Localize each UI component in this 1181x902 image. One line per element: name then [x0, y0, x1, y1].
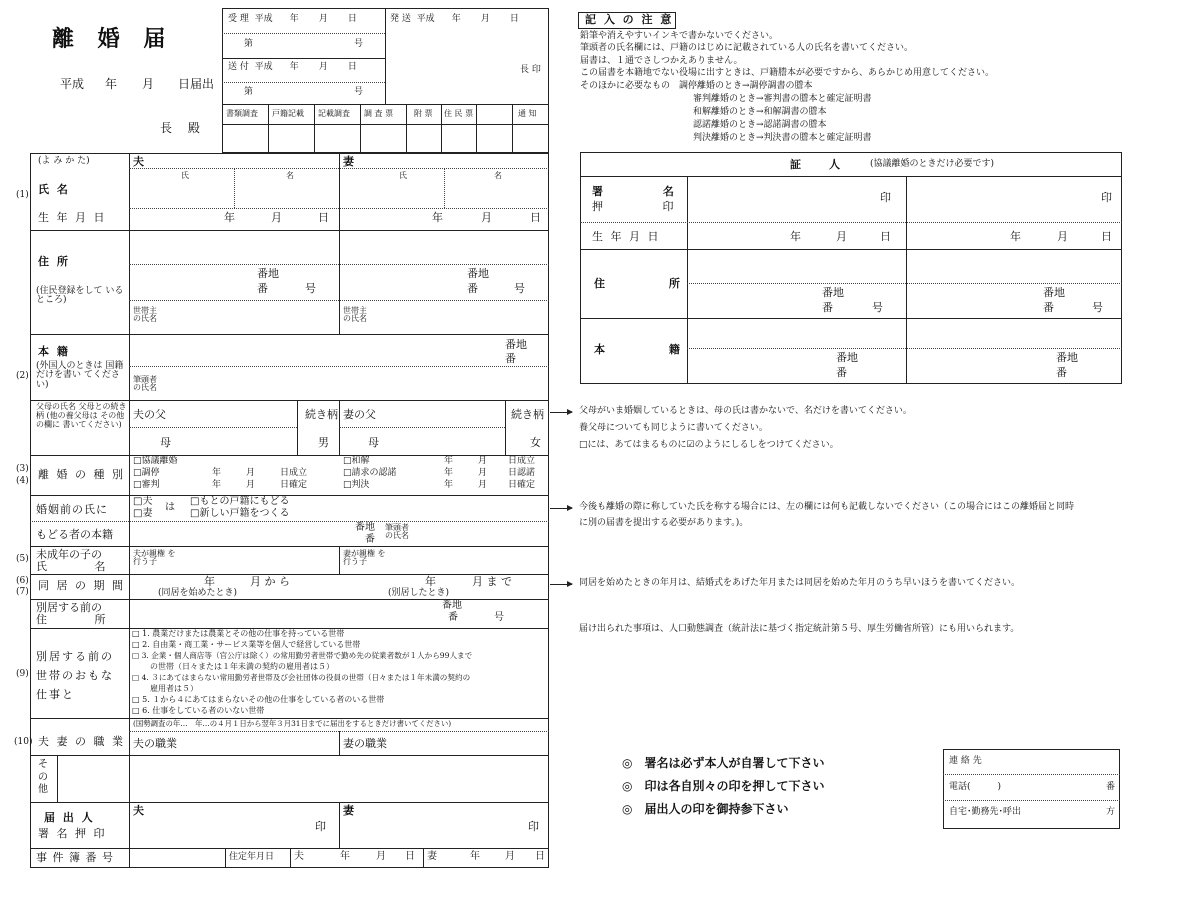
shokugyo-note: (国勢調査の年… 年…の４月１日から翌年３月31日までに届出をするときだけ書いてください) — [133, 719, 452, 728]
shigoto-option-5[interactable]: □ 5. １から４にあてはまらないその他の仕事をしている者のいる世帯 — [132, 695, 385, 704]
jutei-label: 住定年月日 — [229, 852, 275, 862]
witness-birth-label: 生 年 月 日 — [592, 230, 661, 243]
notice-title: 記 入 の 注 意 — [585, 13, 674, 26]
contact-tel-field[interactable] — [1010, 779, 1100, 797]
husband-occupation-label: 夫の職業 — [133, 737, 177, 750]
child-tsuma-label: 妻が親権 を行う子 — [343, 549, 386, 567]
jiken-label: 事 件 簿 番 号 — [36, 851, 114, 864]
sonota-label: そ の 他 — [38, 759, 48, 795]
option-shinpan[interactable]: □審判 — [133, 480, 160, 490]
witness-honseki-label: 本 籍 — [594, 343, 710, 356]
yomikata-label: (よ み か た) — [38, 156, 90, 166]
wife-name-field[interactable] — [340, 186, 545, 206]
wife-occupation-label: 妻の職業 — [343, 737, 387, 750]
witness1-signature-field[interactable] — [689, 180, 903, 220]
hasso-date: 発 送 平成 年 月 日 — [390, 14, 519, 24]
option-chotei[interactable]: □調停 — [133, 468, 160, 478]
row-number: (6) — [16, 576, 29, 586]
note-parents: 養父母についても同じように書いてください。 — [579, 423, 768, 433]
notice-line: 筆頭者の氏名欄には、戸籍のはじめに記載されている人の氏名を書いてください。 — [580, 43, 914, 53]
shigoto-option-2[interactable]: □ 2. 自由業・商工業・サービス業等を個人で経営している世帯 — [132, 640, 361, 649]
witness-note: (協議離婚のときだけ必要です) — [870, 159, 995, 169]
option-shin-koseki[interactable]: □新しい戸籍をつくる — [190, 508, 290, 519]
wife-mother-label: 母 — [368, 436, 379, 449]
notice-line: 届書は、１通でさしつかえありません。 — [580, 56, 743, 66]
office-col-koseki: 戸籍記載 — [272, 109, 304, 118]
row-number: (9) — [16, 669, 29, 679]
row-number: (1) — [16, 190, 29, 200]
notice-line: 判決離婚のとき→判決書の謄本と確定証明書 — [693, 133, 872, 143]
notice-line: そのほかに必要なもの 調停離婚のとき→調停調書の謄本 — [580, 81, 813, 91]
shokugyo-label: 夫 妻 の 職 業 — [38, 735, 125, 748]
option-otto[interactable]: □夫 — [133, 496, 153, 507]
arrow-icon — [550, 508, 572, 509]
office-col-kisai: 記載調査 — [318, 109, 350, 118]
name-label: 氏 名 — [38, 183, 70, 196]
option-wakai[interactable]: □和解 — [343, 456, 370, 466]
note-parents: 父母がいま婚姻しているときは、母の氏は書かないで、名だけを書いてください。 — [579, 406, 912, 416]
husband-mother-label: 母 — [160, 436, 171, 449]
wife-seal: 印 — [528, 820, 539, 833]
witness2-signature-field[interactable] — [908, 180, 1120, 220]
reminder-1: ◎ 署名は必ず本人が自署して下さい — [622, 756, 825, 770]
arrow-icon — [550, 412, 572, 413]
option-nindaku[interactable]: □請求の認諾 — [343, 468, 397, 478]
row-number: (10) — [14, 737, 33, 747]
wife-signature-field[interactable] — [340, 818, 545, 844]
juri-date: 受 理 平成 年 月 日 — [228, 14, 357, 24]
witness-address-label: 住 所 — [594, 277, 710, 290]
bekkyo-label: 別居する前の — [36, 601, 102, 614]
note-parents: □には、あてはまるものに☑のようにしるしをつけてください。 — [579, 440, 839, 450]
addressee: 長 殿 — [160, 121, 206, 135]
row-number: (3) — [16, 464, 29, 474]
notice-line: この届書を本籍地でない役場に出すときは、戸籍謄本が必要ですから、あらかじめ用意してください。 — [580, 68, 995, 78]
form-title: 離 婚 届 — [52, 26, 174, 52]
wife-father-label: 妻の父 — [343, 408, 376, 421]
option-kyogi[interactable]: □協議離婚 — [133, 456, 178, 466]
office-col-chosa: 調 査 票 — [364, 109, 394, 118]
husband-header: 夫 — [133, 155, 144, 168]
witness-shomei-label: 署 名 — [592, 185, 702, 198]
option-tsuma[interactable]: □妻 — [133, 508, 153, 519]
dokyo-label: 同 居 の 期 間 — [38, 579, 125, 592]
chojin-label: 長 印 — [520, 65, 541, 75]
notice-line: 認諾離婚のとき→認諾調書の謄本 — [693, 120, 827, 130]
notice-line: 鉛筆や消えやすいインキで書かないでください。 — [580, 31, 779, 41]
office-col-shorui: 書類調査 — [226, 109, 258, 118]
child-otto-label: 夫が親権 を行う子 — [133, 549, 176, 567]
setainushi-label: 世帯主 の氏名 — [343, 306, 367, 324]
birth-label: 生 年 月 日 — [38, 211, 107, 224]
witness-title: 証 人 — [790, 158, 842, 171]
shigoto-label: 別居する前の — [36, 650, 114, 663]
row-number: (2) — [16, 371, 29, 381]
divorce-type-label: 離 婚 の 種 別 — [38, 468, 125, 481]
sofu-date: 送 付 平成 年 月 日 — [228, 62, 357, 72]
parents-label: 父母の氏名 父母との続き柄 (他の養父母は その他の欄に 書いてください) — [36, 402, 127, 429]
contact-tel-label: 電話( ) — [949, 782, 1002, 792]
contact-where-label: 自宅･勤務先･呼出 — [949, 807, 1022, 817]
notice-line: 和解離婚のとき→和解調書の謄本 — [693, 107, 827, 117]
office-col-jumin: 住 民 票 — [444, 109, 474, 118]
husband-name-field[interactable] — [130, 186, 335, 206]
note-statistics: 届け出られた事項は、人口動態調査（統計法に基づく指定統計第５号、厚生労働省所管）にも用いられます。 — [579, 624, 1020, 634]
witness1-seal: 印 — [880, 191, 891, 204]
honseki-field[interactable] — [130, 338, 510, 362]
note-kyuushi: 今後も離婚の際に称していた氏を称する場合には、左の欄には何も記載しないでください（この場合にはこの離婚届と同時 — [579, 502, 1075, 512]
shigoto-option-3[interactable]: □ 3. 企業・個人商店等（官公庁は除く）の常用勤労者世帯で勤め先の従業者数が１人から99人まで — [132, 651, 473, 660]
wife-header: 妻 — [343, 155, 354, 168]
address-label: 住 所 — [38, 255, 70, 268]
reminder-2: ◎ 印は各自別々の印を押して下さい — [622, 779, 825, 793]
witness2-seal: 印 — [1101, 191, 1112, 204]
honseki-note: (外国人のときは 国籍だけを書い てください) — [36, 361, 124, 390]
husband-address-field[interactable] — [130, 240, 335, 262]
row-number: (5) — [16, 554, 29, 564]
kyuushi-label-2: もどる者の本籍 — [36, 528, 113, 541]
shigoto-option-4[interactable]: □ 4. ３にあてはまらない常用勤労者世帯及び会社団体の役員の世帯（日々または１年未満の契約の — [132, 673, 471, 682]
honseki-label: 本 籍 — [38, 345, 70, 358]
shigoto-option-6[interactable]: □ 6. 仕事をしている者のいない世帯 — [132, 706, 265, 715]
husband-father-label: 夫の父 — [133, 408, 166, 421]
kyuushi-label: 婚姻前の氏に — [36, 503, 108, 516]
note-dokyo: 同居を始めたときの年月は、結婚式をあげた年月または同居を始めた年月のうち早いほうを書いてください。 — [579, 578, 1021, 588]
contact-title: 連 絡 先 — [949, 756, 982, 766]
arrow-icon — [550, 584, 572, 585]
note-kyuushi: に別の届書を提出する必要があります。)。 — [579, 518, 749, 528]
option-moto-koseki[interactable]: □もとの戸籍にもどる — [190, 496, 290, 507]
husband-signature-field[interactable] — [130, 818, 335, 844]
row-number: (4) — [16, 476, 29, 486]
todokede-label: 届 出 人 — [44, 811, 95, 824]
wife-address-field[interactable] — [340, 240, 545, 262]
row-number: (7) — [16, 587, 29, 597]
option-hanketsu[interactable]: □判決 — [343, 480, 370, 490]
child-label: 未成年の子の — [36, 548, 102, 561]
office-col-tsuchi: 通 知 — [518, 109, 537, 118]
setainushi-label: 世帯主 の氏名 — [133, 306, 157, 324]
hittousha-label: 筆頭者 の氏名 — [133, 375, 157, 393]
sonota-field[interactable] — [60, 758, 545, 798]
husband-relation: 男 — [318, 436, 329, 449]
office-col-fuhyo: 附 票 — [414, 109, 433, 118]
address-note: (住民登録をして いるところ) — [36, 286, 124, 306]
shigoto-option-1[interactable]: □ 1. 農業だけまたは農業とその他の仕事を持っている世帯 — [132, 629, 345, 638]
notice-line: 審判離婚のとき→審判書の謄本と確定証明書 — [693, 94, 872, 104]
husband-seal: 印 — [315, 820, 326, 833]
wife-relation: 女 — [530, 436, 541, 449]
reminder-3: ◎ 届出人の印を御持参下さい — [622, 802, 789, 816]
